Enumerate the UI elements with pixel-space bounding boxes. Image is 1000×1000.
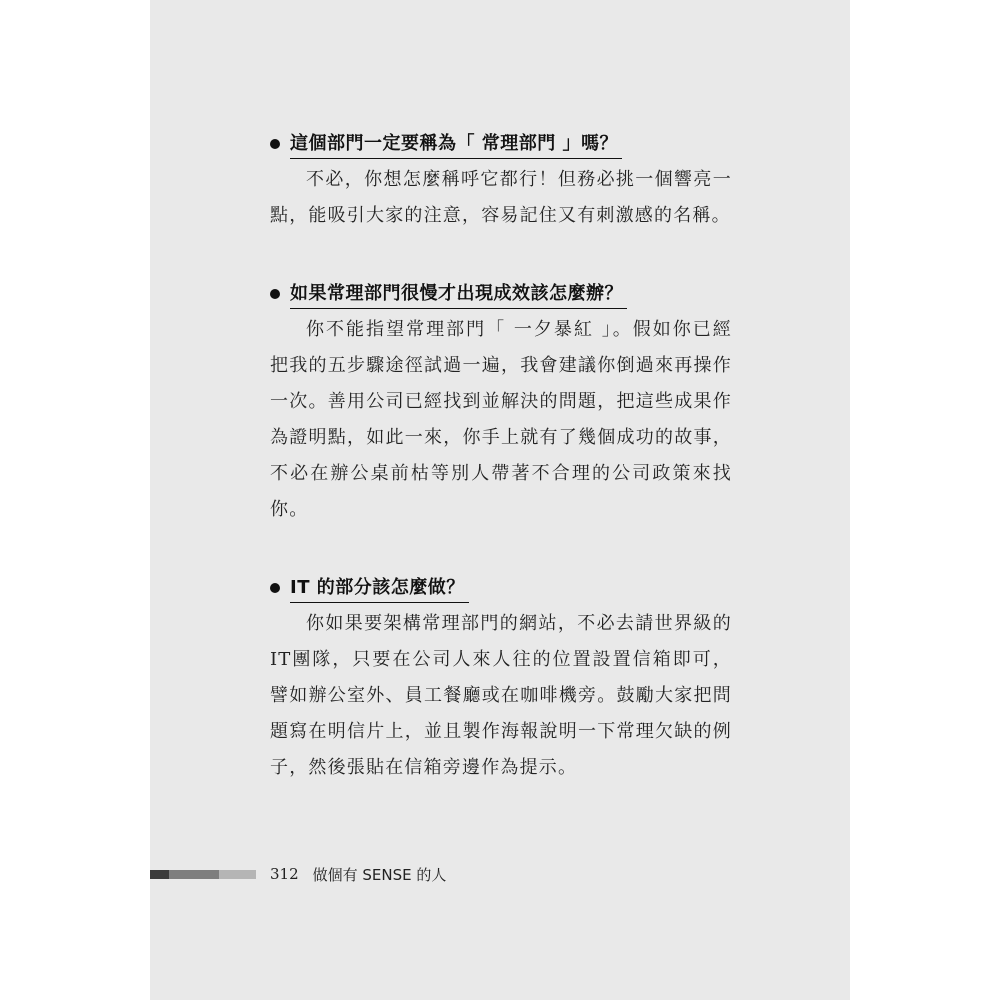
faq-section: [270, 278, 732, 528]
book-title: 做個有 SENSE 的人: [312, 865, 447, 884]
answer-paragraph: 你不能指望常理部門「 一夕暴紅 」。假如你已經把我的五步驟途徑試過一遍，我會建議你倒過來再操作一次。善用公司已經找到並解決的問題，把這些成果作為證明點，如此一來，你手上就有了幾個成功的故事，不必在辦公桌前枯等別人帶著不合理的公司政策來找你。: [270, 319, 732, 520]
question-heading: 如果常理部門很慢才出現成效該怎麼辦？: [290, 279, 627, 309]
bullet-icon: [270, 139, 280, 149]
question-line: [270, 128, 732, 160]
page-footer: [150, 862, 850, 886]
footer-bar-dark: [150, 870, 169, 879]
bullet-icon: [270, 289, 280, 299]
page-number: 312: [270, 865, 299, 883]
faq-section: [270, 128, 732, 234]
footer-decorative-bars: [150, 870, 256, 879]
page-content: [270, 128, 732, 830]
answer-paragraph: 不必，你想怎麼稱呼它都行！但務必挑一個響亮一點，能吸引大家的注意，容易記住又有刺激感的名稱。: [270, 169, 732, 226]
faq-section: [270, 572, 732, 786]
book-page: [150, 0, 850, 1000]
footer-bar-light: [219, 870, 256, 879]
footer-bar-mid: [169, 870, 219, 879]
question-line: [270, 278, 732, 310]
question-heading: 這個部門一定要稱為「 常理部門 」嗎？: [290, 129, 622, 159]
answer-paragraph: 你如果要架構常理部門的網站，不必去請世界級的IT團隊，只要在公司人來人往的位置設置信箱即可，譬如辦公室外、員工餐廳或在咖啡機旁。鼓勵大家把問題寫在明信片上，並且製作海報說明一下常理欠缺的例子，然後張貼在信箱旁邊作為提示。: [270, 613, 732, 778]
question-heading: IT 的部分該怎麼做？: [290, 573, 469, 603]
question-line: [270, 572, 732, 604]
bullet-icon: [270, 583, 280, 593]
